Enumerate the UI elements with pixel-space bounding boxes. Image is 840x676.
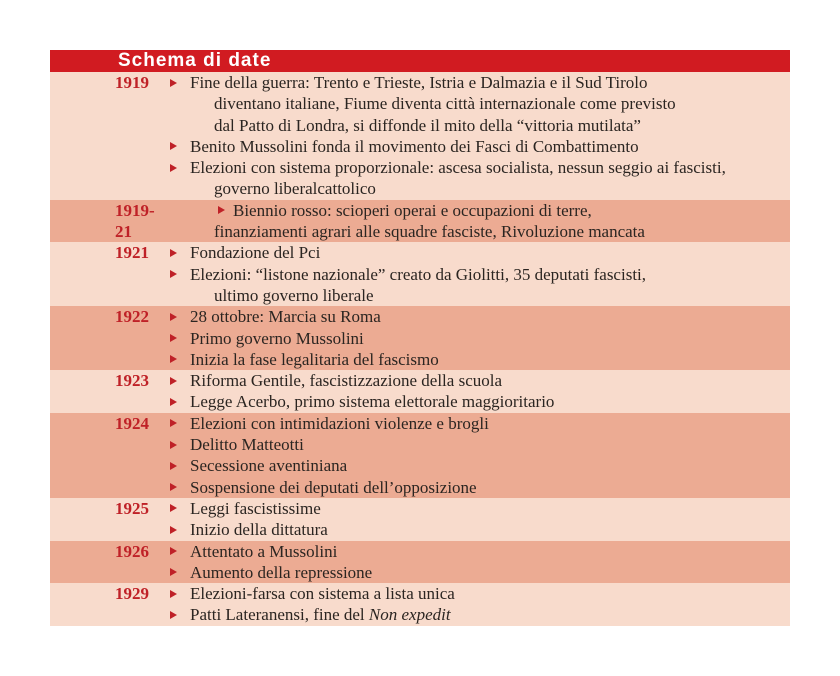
timeline-item: [170, 242, 790, 263]
timeline-row-1925: [50, 498, 790, 541]
bullet-arrow-icon: [170, 526, 177, 534]
timeline-item: [170, 455, 790, 476]
timeline-row-items: [170, 200, 790, 243]
bullet-arrow-icon: [170, 355, 177, 363]
timeline-item: [170, 477, 790, 498]
year-label: 1921: [115, 243, 149, 263]
timeline-item-text: Elezioni: “listone nazionale” creato da Giolitti, 35 deputati fascisti, ultimo governo liberale: [190, 264, 647, 305]
bullet-arrow-icon: [170, 462, 177, 470]
timeline-item: [170, 200, 790, 243]
bullet-arrow-icon: [170, 377, 177, 385]
timeline-rows: [50, 72, 790, 626]
timeline-row-1926: [50, 541, 790, 584]
timeline-row-1919-21: [50, 200, 790, 243]
timeline-row-1922: [50, 306, 790, 370]
timeline-item-text: Elezioni con intimidazioni violenze e brogli: [190, 413, 489, 433]
timeline-item-text: Fine della guerra: Trento e Trieste, Istria e Dalmazia e il Sud Tirolo diventano italiane, Fiume diventa città internazionale come previsto dal Patto di Londra, si diffonde il mito della “vittoria mutilata”: [190, 73, 676, 135]
bullet-arrow-icon: [170, 270, 177, 278]
timeline-item-text: Attentato a Mussolini: [190, 541, 338, 561]
timeline-row-items: [170, 370, 790, 413]
timeline-row-items: [170, 72, 790, 200]
timeline-row-items: [170, 583, 790, 626]
timeline-item-text: Elezioni con sistema proporzionale: ascesa socialista, nessun seggio ai fascisti, governo liberalcattolico: [190, 158, 726, 199]
timeline-item-text: Legge Acerbo, primo sistema elettorale maggioritario: [190, 392, 555, 412]
bullet-arrow-icon: [170, 398, 177, 406]
timeline-item: [170, 391, 790, 412]
bullet-arrow-icon: [170, 142, 177, 150]
bullet-arrow-icon: [170, 547, 177, 555]
timeline-item: [170, 413, 790, 434]
timeline-row-items: [170, 306, 790, 370]
timeline-item: [170, 72, 790, 136]
timeline-row-items: [170, 242, 790, 306]
year-label: 1922: [115, 307, 149, 327]
timeline-row-1921: [50, 242, 790, 306]
bullet-arrow-icon: [170, 249, 177, 257]
timeline-item-text: Inizio della dittatura: [190, 520, 328, 540]
year-label: 1923: [115, 371, 149, 391]
timeline-item: [170, 541, 790, 562]
bullet-arrow-icon: [170, 313, 177, 321]
timeline-row-1924: [50, 413, 790, 498]
table-title: Schema di date: [118, 50, 272, 71]
bullet-arrow-icon: [170, 79, 177, 87]
bullet-arrow-icon: [170, 568, 177, 576]
timeline-item: [170, 136, 790, 157]
timeline-item-text: Elezioni-farsa con sistema a lista unica: [190, 584, 455, 604]
timeline-row-1929: [50, 583, 790, 626]
timeline-item: [170, 583, 790, 604]
timeline-item-text: 28 ottobre: Marcia su Roma: [190, 307, 381, 327]
year-label: 1919: [115, 73, 149, 92]
timeline-item: [170, 264, 790, 307]
year-label: 1926: [115, 541, 149, 561]
timeline-row-items: [170, 541, 790, 584]
timeline-item: [170, 434, 790, 455]
timeline-item-text: Inizia la fase legalitaria del fascismo: [190, 349, 439, 369]
bullet-arrow-icon: [218, 206, 225, 214]
year-label: 1919-21: [115, 200, 155, 242]
timeline-item-text: Delitto Matteotti: [190, 435, 304, 455]
schema-di-date-table: [50, 50, 790, 626]
timeline-item: [170, 498, 790, 519]
timeline-item-text: Patti Lateranensi, fine del Non expedit: [190, 605, 451, 625]
timeline-item-text: Benito Mussolini fonda il movimento dei Fasci di Combattimento: [190, 136, 639, 156]
timeline-item: [170, 519, 790, 540]
timeline-row-items: [170, 413, 790, 498]
timeline-item-text: Biennio rosso: scioperi operai e occupazioni di terre, finanziamenti agrari alle squadre fasciste, Rivoluzione mancata: [214, 200, 645, 242]
timeline-item: [170, 562, 790, 583]
timeline-item: [170, 349, 790, 370]
bullet-arrow-icon: [170, 483, 177, 491]
bullet-arrow-icon: [170, 504, 177, 512]
timeline-item-text: Secessione aventiniana: [190, 456, 348, 476]
timeline-item: [170, 370, 790, 391]
bullet-arrow-icon: [170, 334, 177, 342]
year-label: 1924: [115, 413, 149, 433]
timeline-item: [170, 157, 790, 200]
timeline-item-text: Sospensione dei deputati dell’opposizione: [190, 477, 477, 497]
timeline-item-text: Aumento della repressione: [190, 562, 373, 582]
bullet-arrow-icon: [170, 419, 177, 427]
timeline-item-text: Fondazione del Pci: [190, 243, 321, 263]
timeline-item-text: Leggi fascistissime: [190, 498, 321, 518]
timeline-item: [170, 604, 790, 625]
year-label: 1929: [115, 584, 149, 604]
bullet-arrow-icon: [170, 164, 177, 172]
timeline-row-1923: [50, 370, 790, 413]
bullet-arrow-icon: [170, 590, 177, 598]
timeline-item: [170, 306, 790, 327]
bullet-arrow-icon: [170, 611, 177, 619]
year-label: 1925: [115, 498, 149, 518]
timeline-item-text: Riforma Gentile, fascistizzazione della scuola: [190, 371, 503, 391]
timeline-row-1919: [50, 72, 790, 200]
table-header-bar: [50, 50, 790, 72]
timeline-item-text: Primo governo Mussolini: [190, 328, 364, 348]
timeline-row-items: [170, 498, 790, 541]
timeline-item: [170, 328, 790, 349]
bullet-arrow-icon: [170, 441, 177, 449]
